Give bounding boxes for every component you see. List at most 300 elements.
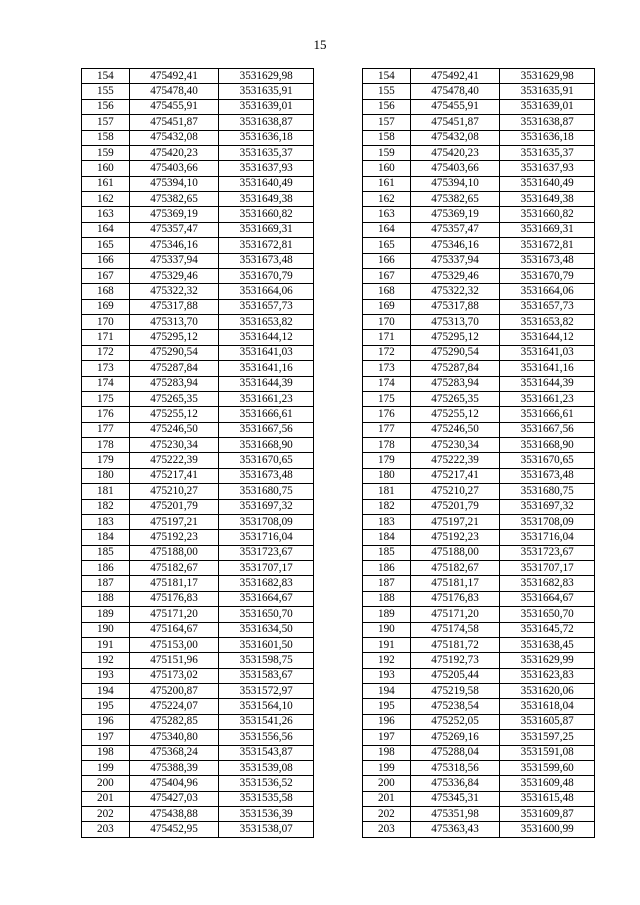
y-coordinate-cell: 3531653,82 — [500, 315, 595, 330]
y-coordinate-cell: 3531673,48 — [219, 253, 314, 268]
x-coordinate-cell: 475188,00 — [129, 545, 219, 560]
left-table-row — [82, 99, 314, 114]
left-table-row — [82, 591, 314, 606]
point-number-cell: 180 — [363, 468, 411, 483]
point-number-cell: 192 — [363, 653, 411, 668]
left-table-row — [82, 730, 314, 745]
point-number-cell: 184 — [82, 530, 130, 545]
point-number-cell: 169 — [363, 299, 411, 314]
left-table-row — [82, 176, 314, 191]
left-table-row — [82, 530, 314, 545]
right-table-row — [363, 514, 595, 529]
x-coordinate-cell: 475197,21 — [129, 514, 219, 529]
y-coordinate-cell: 3531636,18 — [500, 130, 595, 145]
x-coordinate-cell: 475255,12 — [410, 407, 500, 422]
x-coordinate-cell: 475313,70 — [129, 315, 219, 330]
x-coordinate-cell: 475173,02 — [129, 668, 219, 683]
right-table-row — [363, 176, 595, 191]
y-coordinate-cell: 3531609,48 — [500, 776, 595, 791]
point-number-cell: 174 — [82, 376, 130, 391]
left-table-row — [82, 284, 314, 299]
y-coordinate-cell: 3531644,12 — [219, 330, 314, 345]
point-number-cell: 201 — [363, 791, 411, 806]
y-coordinate-cell: 3531597,25 — [500, 730, 595, 745]
right-table-row — [363, 238, 595, 253]
x-coordinate-cell: 475388,39 — [129, 760, 219, 775]
point-number-cell: 163 — [363, 207, 411, 222]
y-coordinate-cell: 3531615,48 — [500, 791, 595, 806]
x-coordinate-cell: 475210,27 — [410, 484, 500, 499]
point-number-cell: 176 — [363, 407, 411, 422]
point-number-cell: 203 — [82, 822, 130, 838]
x-coordinate-cell: 475455,91 — [129, 99, 219, 114]
x-coordinate-cell: 475171,20 — [129, 607, 219, 622]
point-number-cell: 186 — [82, 561, 130, 576]
x-coordinate-cell: 475192,23 — [410, 530, 500, 545]
point-number-cell: 159 — [363, 145, 411, 160]
y-coordinate-cell: 3531680,75 — [219, 484, 314, 499]
x-coordinate-cell: 475322,32 — [410, 284, 500, 299]
x-coordinate-cell: 475246,50 — [410, 422, 500, 437]
x-coordinate-cell: 475382,65 — [129, 192, 219, 207]
y-coordinate-cell: 3531644,12 — [500, 330, 595, 345]
left-table-row — [82, 807, 314, 822]
x-coordinate-cell: 475224,07 — [129, 699, 219, 714]
point-number-cell: 191 — [363, 637, 411, 652]
x-coordinate-cell: 475269,16 — [410, 730, 500, 745]
y-coordinate-cell: 3531716,04 — [219, 530, 314, 545]
y-coordinate-cell: 3531539,08 — [219, 760, 314, 775]
left-table-row — [82, 576, 314, 591]
x-coordinate-cell: 475290,54 — [129, 345, 219, 360]
point-number-cell: 196 — [82, 714, 130, 729]
left-table-row — [82, 345, 314, 360]
x-coordinate-cell: 475403,66 — [129, 161, 219, 176]
x-coordinate-cell: 475452,95 — [129, 822, 219, 838]
y-coordinate-cell: 3531572,97 — [219, 684, 314, 699]
left-table-row — [82, 607, 314, 622]
left-table-row — [82, 315, 314, 330]
left-table-row — [82, 776, 314, 791]
y-coordinate-cell: 3531707,17 — [219, 561, 314, 576]
y-coordinate-cell: 3531564,10 — [219, 699, 314, 714]
x-coordinate-cell: 475394,10 — [410, 176, 500, 191]
y-coordinate-cell: 3531707,17 — [500, 561, 595, 576]
x-coordinate-cell: 475357,47 — [129, 222, 219, 237]
point-number-cell: 154 — [82, 69, 130, 84]
right-table-row — [363, 468, 595, 483]
left-table-row — [82, 822, 314, 838]
point-number-cell: 171 — [82, 330, 130, 345]
point-number-cell: 194 — [363, 684, 411, 699]
point-number-cell: 190 — [82, 622, 130, 637]
point-number-cell: 168 — [363, 284, 411, 299]
right-table-row — [363, 684, 595, 699]
right-table-row — [363, 268, 595, 283]
left-table-row — [82, 745, 314, 760]
right-table-row — [363, 591, 595, 606]
y-coordinate-cell: 3531535,58 — [219, 791, 314, 806]
y-coordinate-cell: 3531638,87 — [219, 115, 314, 130]
x-coordinate-cell: 475346,16 — [129, 238, 219, 253]
left-table-row — [82, 361, 314, 376]
point-number-cell: 192 — [82, 653, 130, 668]
left-table-row — [82, 468, 314, 483]
point-number-cell: 159 — [82, 145, 130, 160]
point-number-cell: 189 — [363, 607, 411, 622]
x-coordinate-cell: 475192,23 — [129, 530, 219, 545]
point-number-cell: 203 — [363, 822, 411, 838]
y-coordinate-cell: 3531666,61 — [219, 407, 314, 422]
y-coordinate-cell: 3531650,70 — [219, 607, 314, 622]
y-coordinate-cell: 3531680,75 — [500, 484, 595, 499]
x-coordinate-cell: 475265,35 — [129, 391, 219, 406]
point-number-cell: 200 — [82, 776, 130, 791]
right-table-row — [363, 730, 595, 745]
point-number-cell: 162 — [363, 192, 411, 207]
right-coordinates-table — [362, 68, 595, 838]
left-table-row — [82, 760, 314, 775]
y-coordinate-cell: 3531598,75 — [219, 653, 314, 668]
x-coordinate-cell: 475174,58 — [410, 622, 500, 637]
point-number-cell: 177 — [82, 422, 130, 437]
y-coordinate-cell: 3531669,31 — [219, 222, 314, 237]
point-number-cell: 182 — [363, 499, 411, 514]
left-table-row — [82, 791, 314, 806]
y-coordinate-cell: 3531653,82 — [219, 315, 314, 330]
x-coordinate-cell: 475197,21 — [410, 514, 500, 529]
x-coordinate-cell: 475337,94 — [129, 253, 219, 268]
y-coordinate-cell: 3531634,50 — [219, 622, 314, 637]
right-table-row — [363, 192, 595, 207]
y-coordinate-cell: 3531599,60 — [500, 760, 595, 775]
x-coordinate-cell: 475188,00 — [410, 545, 500, 560]
point-number-cell: 183 — [82, 514, 130, 529]
left-table-row — [82, 622, 314, 637]
x-coordinate-cell: 475403,66 — [410, 161, 500, 176]
left-table-row — [82, 514, 314, 529]
x-coordinate-cell: 475205,44 — [410, 668, 500, 683]
y-coordinate-cell: 3531673,48 — [500, 253, 595, 268]
point-number-cell: 198 — [363, 745, 411, 760]
point-number-cell: 183 — [363, 514, 411, 529]
left-table-row — [82, 207, 314, 222]
x-coordinate-cell: 475176,83 — [129, 591, 219, 606]
x-coordinate-cell: 475230,34 — [410, 438, 500, 453]
right-table-row — [363, 607, 595, 622]
x-coordinate-cell: 475451,87 — [129, 115, 219, 130]
x-coordinate-cell: 475217,41 — [410, 468, 500, 483]
right-table-row — [363, 561, 595, 576]
x-coordinate-cell: 475290,54 — [410, 345, 500, 360]
point-number-cell: 185 — [82, 545, 130, 560]
left-table-row — [82, 161, 314, 176]
x-coordinate-cell: 475329,46 — [129, 268, 219, 283]
y-coordinate-cell: 3531645,72 — [500, 622, 595, 637]
left-table-row — [82, 699, 314, 714]
y-coordinate-cell: 3531670,79 — [219, 268, 314, 283]
y-coordinate-cell: 3531697,32 — [219, 499, 314, 514]
point-number-cell: 171 — [363, 330, 411, 345]
right-table-row — [363, 115, 595, 130]
x-coordinate-cell: 475230,34 — [129, 438, 219, 453]
point-number-cell: 157 — [82, 115, 130, 130]
left-table-row — [82, 84, 314, 99]
x-coordinate-cell: 475404,96 — [129, 776, 219, 791]
point-number-cell: 201 — [82, 791, 130, 806]
right-table-row — [363, 407, 595, 422]
y-coordinate-cell: 3531708,09 — [500, 514, 595, 529]
right-table-row — [363, 284, 595, 299]
right-table-row — [363, 714, 595, 729]
y-coordinate-cell: 3531541,26 — [219, 714, 314, 729]
point-number-cell: 156 — [82, 99, 130, 114]
right-table-row — [363, 222, 595, 237]
right-table-row — [363, 530, 595, 545]
y-coordinate-cell: 3531672,81 — [500, 238, 595, 253]
left-table-body — [82, 69, 314, 838]
point-number-cell: 167 — [363, 268, 411, 283]
y-coordinate-cell: 3531660,82 — [500, 207, 595, 222]
point-number-cell: 199 — [363, 760, 411, 775]
right-table-row — [363, 391, 595, 406]
y-coordinate-cell: 3531536,39 — [219, 807, 314, 822]
y-coordinate-cell: 3531682,83 — [500, 576, 595, 591]
y-coordinate-cell: 3531672,81 — [219, 238, 314, 253]
point-number-cell: 172 — [82, 345, 130, 360]
x-coordinate-cell: 475351,98 — [410, 807, 500, 822]
x-coordinate-cell: 475492,41 — [129, 69, 219, 84]
y-coordinate-cell: 3531664,06 — [500, 284, 595, 299]
point-number-cell: 195 — [363, 699, 411, 714]
point-number-cell: 181 — [82, 484, 130, 499]
left-table-row — [82, 130, 314, 145]
point-number-cell: 178 — [363, 438, 411, 453]
x-coordinate-cell: 475432,08 — [129, 130, 219, 145]
y-coordinate-cell: 3531635,37 — [500, 145, 595, 160]
x-coordinate-cell: 475345,31 — [410, 791, 500, 806]
point-number-cell: 200 — [363, 776, 411, 791]
y-coordinate-cell: 3531644,39 — [219, 376, 314, 391]
right-table-row — [363, 484, 595, 499]
right-table-row — [363, 453, 595, 468]
y-coordinate-cell: 3531661,23 — [500, 391, 595, 406]
left-coordinates-table — [81, 68, 314, 838]
point-number-cell: 193 — [363, 668, 411, 683]
point-number-cell: 179 — [82, 453, 130, 468]
right-table-row — [363, 499, 595, 514]
y-coordinate-cell: 3531641,16 — [500, 361, 595, 376]
y-coordinate-cell: 3531601,50 — [219, 637, 314, 652]
y-coordinate-cell: 3531623,83 — [500, 668, 595, 683]
y-coordinate-cell: 3531600,99 — [500, 822, 595, 838]
x-coordinate-cell: 475455,91 — [410, 99, 500, 114]
y-coordinate-cell: 3531641,03 — [219, 345, 314, 360]
left-table-row — [82, 391, 314, 406]
x-coordinate-cell: 475340,80 — [129, 730, 219, 745]
left-table-row — [82, 484, 314, 499]
x-coordinate-cell: 475153,00 — [129, 637, 219, 652]
point-number-cell: 170 — [363, 315, 411, 330]
left-table-row — [82, 422, 314, 437]
y-coordinate-cell: 3531618,04 — [500, 699, 595, 714]
x-coordinate-cell: 475369,19 — [129, 207, 219, 222]
left-table-row — [82, 438, 314, 453]
y-coordinate-cell: 3531682,83 — [219, 576, 314, 591]
x-coordinate-cell: 475200,87 — [129, 684, 219, 699]
right-table-row — [363, 637, 595, 652]
point-number-cell: 196 — [363, 714, 411, 729]
left-table-row — [82, 192, 314, 207]
point-number-cell: 198 — [82, 745, 130, 760]
x-coordinate-cell: 475317,88 — [410, 299, 500, 314]
point-number-cell: 179 — [363, 453, 411, 468]
y-coordinate-cell: 3531667,56 — [219, 422, 314, 437]
y-coordinate-cell: 3531639,01 — [219, 99, 314, 114]
left-table-row — [82, 561, 314, 576]
y-coordinate-cell: 3531556,56 — [219, 730, 314, 745]
y-coordinate-cell: 3531723,67 — [219, 545, 314, 560]
y-coordinate-cell: 3531637,93 — [500, 161, 595, 176]
point-number-cell: 157 — [363, 115, 411, 130]
point-number-cell: 185 — [363, 545, 411, 560]
x-coordinate-cell: 475265,35 — [410, 391, 500, 406]
point-number-cell: 169 — [82, 299, 130, 314]
point-number-cell: 163 — [82, 207, 130, 222]
point-number-cell: 197 — [363, 730, 411, 745]
point-number-cell: 194 — [82, 684, 130, 699]
x-coordinate-cell: 475346,16 — [410, 238, 500, 253]
y-coordinate-cell: 3531635,91 — [219, 84, 314, 99]
point-number-cell: 186 — [363, 561, 411, 576]
y-coordinate-cell: 3531650,70 — [500, 607, 595, 622]
right-table-row — [363, 69, 595, 84]
point-number-cell: 168 — [82, 284, 130, 299]
y-coordinate-cell: 3531638,45 — [500, 637, 595, 652]
left-table-row — [82, 268, 314, 283]
y-coordinate-cell: 3531639,01 — [500, 99, 595, 114]
x-coordinate-cell: 475394,10 — [129, 176, 219, 191]
x-coordinate-cell: 475322,32 — [129, 284, 219, 299]
x-coordinate-cell: 475282,85 — [129, 714, 219, 729]
x-coordinate-cell: 475222,39 — [410, 453, 500, 468]
right-table-row — [363, 822, 595, 838]
x-coordinate-cell: 475176,83 — [410, 591, 500, 606]
x-coordinate-cell: 475369,19 — [410, 207, 500, 222]
left-table-row — [82, 653, 314, 668]
y-coordinate-cell: 3531536,52 — [219, 776, 314, 791]
point-number-cell: 188 — [82, 591, 130, 606]
point-number-cell: 160 — [363, 161, 411, 176]
right-table-row — [363, 545, 595, 560]
x-coordinate-cell: 475287,84 — [129, 361, 219, 376]
point-number-cell: 158 — [82, 130, 130, 145]
x-coordinate-cell: 475182,67 — [129, 561, 219, 576]
right-table-row — [363, 376, 595, 391]
x-coordinate-cell: 475420,23 — [129, 145, 219, 160]
x-coordinate-cell: 475192,73 — [410, 653, 500, 668]
y-coordinate-cell: 3531629,98 — [219, 69, 314, 84]
point-number-cell: 167 — [82, 268, 130, 283]
point-number-cell: 173 — [363, 361, 411, 376]
point-number-cell: 170 — [82, 315, 130, 330]
y-coordinate-cell: 3531641,16 — [219, 361, 314, 376]
x-coordinate-cell: 475201,79 — [129, 499, 219, 514]
y-coordinate-cell: 3531661,23 — [219, 391, 314, 406]
x-coordinate-cell: 475427,03 — [129, 791, 219, 806]
x-coordinate-cell: 475492,41 — [410, 69, 500, 84]
right-table-row — [363, 668, 595, 683]
point-number-cell: 174 — [363, 376, 411, 391]
x-coordinate-cell: 475336,84 — [410, 776, 500, 791]
right-table-row — [363, 791, 595, 806]
y-coordinate-cell: 3531670,79 — [500, 268, 595, 283]
y-coordinate-cell: 3531629,99 — [500, 653, 595, 668]
x-coordinate-cell: 475329,46 — [410, 268, 500, 283]
y-coordinate-cell: 3531669,31 — [500, 222, 595, 237]
y-coordinate-cell: 3531668,90 — [500, 438, 595, 453]
y-coordinate-cell: 3531708,09 — [219, 514, 314, 529]
right-table-row — [363, 361, 595, 376]
y-coordinate-cell: 3531640,49 — [500, 176, 595, 191]
x-coordinate-cell: 475219,58 — [410, 684, 500, 699]
page-number: 15 — [313, 37, 327, 52]
x-coordinate-cell: 475288,04 — [410, 745, 500, 760]
left-table-row — [82, 145, 314, 160]
point-number-cell: 184 — [363, 530, 411, 545]
point-number-cell: 154 — [363, 69, 411, 84]
right-table-row — [363, 253, 595, 268]
right-table-row — [363, 161, 595, 176]
y-coordinate-cell: 3531664,67 — [219, 591, 314, 606]
y-coordinate-cell: 3531638,87 — [500, 115, 595, 130]
left-table-row — [82, 222, 314, 237]
x-coordinate-cell: 475283,94 — [410, 376, 500, 391]
right-table-row — [363, 576, 595, 591]
x-coordinate-cell: 475337,94 — [410, 253, 500, 268]
y-coordinate-cell: 3531644,39 — [500, 376, 595, 391]
left-table-row — [82, 714, 314, 729]
point-number-cell: 164 — [82, 222, 130, 237]
point-number-cell: 175 — [363, 391, 411, 406]
y-coordinate-cell: 3531667,56 — [500, 422, 595, 437]
x-coordinate-cell: 475287,84 — [410, 361, 500, 376]
point-number-cell: 164 — [363, 222, 411, 237]
x-coordinate-cell: 475368,24 — [129, 745, 219, 760]
x-coordinate-cell: 475432,08 — [410, 130, 500, 145]
right-table-row — [363, 622, 595, 637]
x-coordinate-cell: 475255,12 — [129, 407, 219, 422]
x-coordinate-cell: 475295,12 — [129, 330, 219, 345]
y-coordinate-cell: 3531666,61 — [500, 407, 595, 422]
x-coordinate-cell: 475181,72 — [410, 637, 500, 652]
left-table-row — [82, 407, 314, 422]
x-coordinate-cell: 475181,17 — [410, 576, 500, 591]
point-number-cell: 190 — [363, 622, 411, 637]
y-coordinate-cell: 3531657,73 — [500, 299, 595, 314]
point-number-cell: 197 — [82, 730, 130, 745]
y-coordinate-cell: 3531629,98 — [500, 69, 595, 84]
y-coordinate-cell: 3531543,87 — [219, 745, 314, 760]
point-number-cell: 165 — [82, 238, 130, 253]
left-table-row — [82, 499, 314, 514]
x-coordinate-cell: 475438,88 — [129, 807, 219, 822]
y-coordinate-cell: 3531723,67 — [500, 545, 595, 560]
y-coordinate-cell: 3531716,04 — [500, 530, 595, 545]
y-coordinate-cell: 3531605,87 — [500, 714, 595, 729]
point-number-cell: 181 — [363, 484, 411, 499]
right-table-row — [363, 760, 595, 775]
